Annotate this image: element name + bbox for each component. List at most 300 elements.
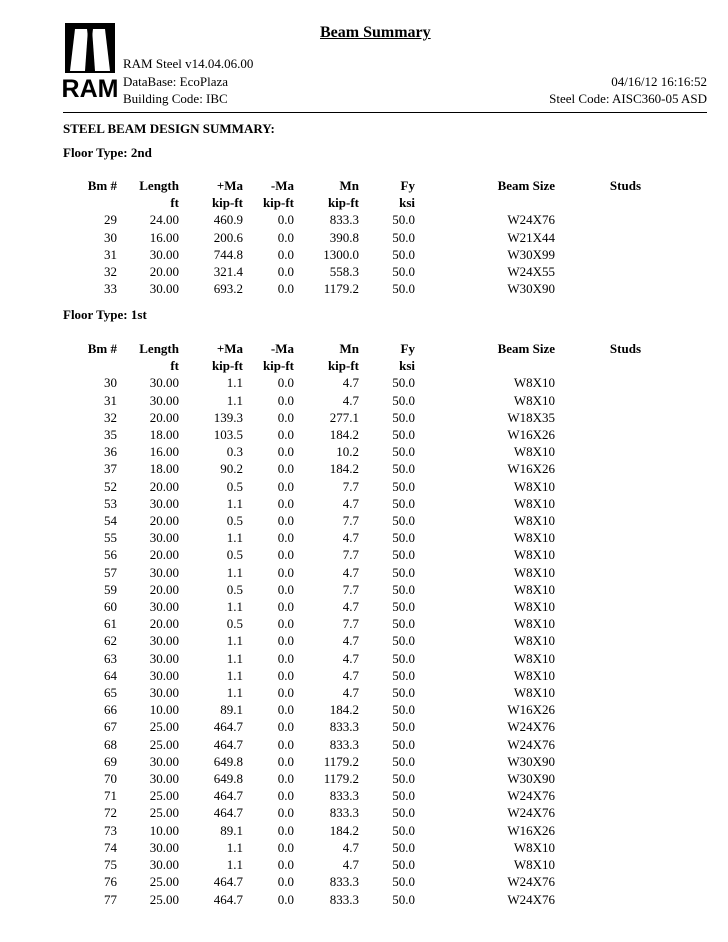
table-row [63,495,641,512]
cell-mn: 7.7 [342,478,359,494]
cell-fy: 50.0 [392,564,415,580]
cell-mn: 4.7 [342,530,359,546]
cell-mn: 390.8 [329,229,359,245]
table-row [63,787,641,804]
table-row [63,392,641,409]
cell-mn: 4.7 [342,633,359,649]
cell-nma: 0.0 [277,581,294,597]
cell-length: 30.00 [149,375,179,391]
cell-pma: 103.5 [213,427,243,443]
table-row [63,409,641,426]
cell-nma: 0.0 [277,667,294,683]
cell-bm: 76 [104,874,117,890]
table-row [63,804,641,821]
cell-pma: 0.5 [226,581,243,597]
cell-length: 18.00 [149,461,179,477]
cell-pma: 0.5 [226,616,243,632]
cell-mn: 833.3 [329,891,359,907]
unit-fy: ksi [399,195,415,211]
cell-size: W8X10 [513,616,555,632]
cell-nma: 0.0 [277,753,294,769]
cell-length: 25.00 [149,805,179,821]
cell-fy: 50.0 [392,392,415,408]
cell-size: W30X90 [507,281,555,297]
cell-length: 25.00 [149,719,179,735]
cell-mn: 4.7 [342,375,359,391]
unit-studs [555,194,641,211]
cell-size: W24X76 [507,212,555,228]
table-row [63,529,641,546]
cell-mn: 833.3 [329,736,359,752]
cell-mn: 7.7 [342,513,359,529]
section-heading: STEEL BEAM DESIGN SUMMARY: [63,121,275,136]
cell-size: W8X10 [513,530,555,546]
cell-size: W24X76 [507,874,555,890]
cell-nma: 0.0 [277,495,294,511]
cell-pma: 1.1 [226,530,243,546]
cell-fy: 50.0 [392,788,415,804]
cell-size: W8X10 [513,667,555,683]
unit-mn: kip-ft [327,195,359,211]
cell-fy: 50.0 [392,650,415,666]
cell-length: 30.00 [149,857,179,873]
column-header-size: Beam Size [497,341,555,356]
cell-size: W8X10 [513,375,555,391]
table-row [63,280,641,297]
column-header-mn: Mn [339,178,359,193]
cell-nma: 0.0 [277,822,294,838]
table-row [63,684,641,701]
cell-bm: 31 [104,392,117,408]
building-code: Building Code: IBC [123,91,228,106]
cell-studs [555,581,641,598]
table-row [63,650,641,667]
cell-fy: 50.0 [392,633,415,649]
cell-fy: 50.0 [392,530,415,546]
cell-studs [555,667,641,684]
cell-pma: 1.1 [226,650,243,666]
cell-size: W8X10 [513,392,555,408]
cell-studs [555,736,641,753]
cell-studs [555,211,641,228]
cell-nma: 0.0 [277,702,294,718]
cell-mn: 4.7 [342,685,359,701]
column-header-studs: Studs [609,178,641,193]
table-row [63,891,641,908]
column-header-bm: Bm # [87,178,117,193]
cell-mn: 1179.2 [323,771,359,787]
cell-studs [555,443,641,460]
cell-bm: 77 [104,891,117,907]
cell-fy: 50.0 [392,444,415,460]
cell-nma: 0.0 [277,478,294,494]
cell-studs [555,753,641,770]
cell-studs [555,873,641,890]
cell-studs [555,598,641,615]
cell-bm: 55 [104,530,117,546]
cell-length: 20.00 [149,547,179,563]
column-header-length: Length [139,178,179,193]
cell-studs [555,787,641,804]
cell-studs [555,426,641,443]
cell-bm: 53 [104,495,117,511]
cell-nma: 0.0 [277,281,294,297]
cell-fy: 50.0 [392,461,415,477]
cell-studs [555,856,641,873]
cell-mn: 4.7 [342,839,359,855]
cell-mn: 1300.0 [323,246,359,262]
cell-nma: 0.0 [277,599,294,615]
cell-bm: 54 [104,513,117,529]
unit-mn: kip-ft [327,358,359,374]
cell-length: 16.00 [149,229,179,245]
cell-size: W30X90 [507,771,555,787]
cell-pma: 89.1 [220,822,243,838]
cell-nma: 0.0 [277,857,294,873]
cell-fy: 50.0 [392,212,415,228]
cell-nma: 0.0 [277,513,294,529]
column-header-nma: -Ma [270,178,294,193]
cell-studs [555,770,641,787]
table-row [63,718,641,735]
cell-size: W30X99 [507,246,555,262]
cell-fy: 50.0 [392,857,415,873]
beam-table [63,177,641,297]
column-header-bm: Bm # [87,341,117,356]
column-header-mn: Mn [339,341,359,356]
cell-studs [555,718,641,735]
cell-pma: 1.1 [226,633,243,649]
cell-fy: 50.0 [392,839,415,855]
cell-bm: 75 [104,857,117,873]
table-row [63,460,641,477]
cell-bm: 59 [104,581,117,597]
beam-table [63,340,641,908]
cell-fy: 50.0 [392,736,415,752]
cell-bm: 62 [104,633,117,649]
cell-mn: 184.2 [329,427,359,443]
cell-fy: 50.0 [392,581,415,597]
cell-size: W24X76 [507,719,555,735]
cell-bm: 63 [104,650,117,666]
cell-fy: 50.0 [392,667,415,683]
cell-bm: 31 [104,246,117,262]
table-units-row [63,357,641,374]
cell-mn: 277.1 [329,409,359,425]
cell-studs [555,684,641,701]
cell-bm: 29 [104,212,117,228]
cell-pma: 0.3 [226,444,243,460]
cell-fy: 50.0 [392,874,415,890]
cell-studs [555,546,641,563]
cell-pma: 649.8 [213,771,243,787]
column-header-pma: +Ma [216,341,243,356]
cell-pma: 1.1 [226,857,243,873]
cell-fy: 50.0 [392,702,415,718]
cell-size: W8X10 [513,599,555,615]
cell-bm: 72 [104,805,117,821]
cell-pma: 693.2 [213,281,243,297]
cell-bm: 37 [104,461,117,477]
cell-nma: 0.0 [277,229,294,245]
cell-size: W24X76 [507,805,555,821]
cell-length: 30.00 [149,564,179,580]
table-row [63,598,641,615]
cell-mn: 1179.2 [323,281,359,297]
cell-fy: 50.0 [392,547,415,563]
cell-bm: 32 [104,409,117,425]
cell-nma: 0.0 [277,264,294,280]
cell-size: W8X10 [513,839,555,855]
table-row [63,443,641,460]
column-header-fy: Fy [400,341,415,356]
cell-pma: 89.1 [220,702,243,718]
cell-bm: 33 [104,281,117,297]
cell-length: 30.00 [149,599,179,615]
cell-length: 30.00 [149,667,179,683]
table-row [63,839,641,856]
cell-studs [555,701,641,718]
cell-fy: 50.0 [392,753,415,769]
cell-pma: 460.9 [213,212,243,228]
cell-studs [555,478,641,495]
cell-length: 20.00 [149,513,179,529]
column-header-nma: -Ma [270,341,294,356]
cell-bm: 52 [104,478,117,494]
cell-nma: 0.0 [277,633,294,649]
cell-pma: 0.5 [226,478,243,494]
cell-nma: 0.0 [277,891,294,907]
header-rule [63,112,707,113]
cell-pma: 1.1 [226,599,243,615]
cell-nma: 0.0 [277,650,294,666]
cell-fy: 50.0 [392,599,415,615]
cell-length: 30.00 [149,246,179,262]
cell-mn: 7.7 [342,581,359,597]
table-row [63,632,641,649]
cell-size: W18X35 [507,409,555,425]
cell-pma: 0.5 [226,547,243,563]
table-row [63,873,641,890]
cell-mn: 7.7 [342,616,359,632]
cell-studs [555,650,641,667]
cell-pma: 464.7 [213,788,243,804]
cell-nma: 0.0 [277,771,294,787]
cell-studs [555,529,641,546]
table-row [63,211,641,228]
cell-fy: 50.0 [392,427,415,443]
cell-size: W16X26 [507,427,555,443]
cell-studs [555,891,641,908]
cell-studs [555,804,641,821]
unit-bm [63,357,117,374]
cell-length: 30.00 [149,281,179,297]
cell-length: 25.00 [149,891,179,907]
cell-nma: 0.0 [277,427,294,443]
cell-studs [555,392,641,409]
unit-nma: kip-ft [262,195,294,211]
table-row [63,753,641,770]
cell-length: 18.00 [149,427,179,443]
cell-fy: 50.0 [392,685,415,701]
cell-studs [555,246,641,263]
table-header-row [63,340,641,357]
cell-fy: 50.0 [392,229,415,245]
cell-mn: 4.7 [342,495,359,511]
column-header-pma: +Ma [216,178,243,193]
cell-mn: 7.7 [342,547,359,563]
cell-length: 25.00 [149,736,179,752]
cell-length: 20.00 [149,581,179,597]
cell-nma: 0.0 [277,530,294,546]
unit-pma: kip-ft [211,195,243,211]
cell-size: W8X10 [513,633,555,649]
cell-nma: 0.0 [277,874,294,890]
cell-bm: 30 [104,375,117,391]
cell-fy: 50.0 [392,719,415,735]
cell-size: W24X76 [507,736,555,752]
cell-studs [555,512,641,529]
cell-mn: 184.2 [329,461,359,477]
cell-mn: 4.7 [342,392,359,408]
cell-size: W8X10 [513,650,555,666]
cell-fy: 50.0 [392,478,415,494]
cell-pma: 1.1 [226,375,243,391]
cell-pma: 1.1 [226,392,243,408]
cell-bm: 36 [104,444,117,460]
cell-bm: 70 [104,771,117,787]
cell-size: W16X26 [507,702,555,718]
unit-pma: kip-ft [211,358,243,374]
cell-mn: 833.3 [329,212,359,228]
cell-mn: 833.3 [329,788,359,804]
table-header-row [63,177,641,194]
floor-label: Floor Type: 2nd [63,145,152,160]
program-version: RAM Steel v14.04.06.00 [123,56,254,71]
cell-length: 30.00 [149,530,179,546]
table-row [63,581,641,598]
cell-pma: 1.1 [226,495,243,511]
table-row [63,426,641,443]
cell-studs [555,495,641,512]
cell-fy: 50.0 [392,495,415,511]
steel-code: Steel Code: AISC360-05 ASD [549,91,707,106]
cell-fy: 50.0 [392,409,415,425]
cell-studs [555,229,641,246]
cell-size: W21X44 [507,229,555,245]
cell-size: W8X10 [513,547,555,563]
cell-bm: 61 [104,616,117,632]
column-header-fy: Fy [400,178,415,193]
cell-fy: 50.0 [392,891,415,907]
logo-text: RAM [61,75,119,103]
cell-length: 30.00 [149,771,179,787]
cell-pma: 200.6 [213,229,243,245]
table-row [63,229,641,246]
cell-studs [555,263,641,280]
cell-nma: 0.0 [277,444,294,460]
cell-bm: 32 [104,264,117,280]
cell-length: 30.00 [149,753,179,769]
cell-bm: 67 [104,719,117,735]
cell-bm: 68 [104,736,117,752]
cell-fy: 50.0 [392,771,415,787]
cell-length: 30.00 [149,839,179,855]
table-row [63,667,641,684]
cell-pma: 464.7 [213,805,243,821]
cell-pma: 90.2 [220,461,243,477]
cell-nma: 0.0 [277,564,294,580]
cell-size: W8X10 [513,564,555,580]
cell-bm: 66 [104,702,117,718]
cell-nma: 0.0 [277,719,294,735]
cell-fy: 50.0 [392,805,415,821]
cell-mn: 4.7 [342,667,359,683]
cell-fy: 50.0 [392,264,415,280]
table-row [63,615,641,632]
table-row [63,246,641,263]
cell-length: 24.00 [149,212,179,228]
cell-studs [555,409,641,426]
cell-size: W8X10 [513,581,555,597]
table-row [63,770,641,787]
cell-bm: 35 [104,427,117,443]
cell-nma: 0.0 [277,246,294,262]
cell-nma: 0.0 [277,805,294,821]
cell-studs [555,822,641,839]
table-units-row [63,194,641,211]
column-header-studs: Studs [609,341,641,356]
cell-nma: 0.0 [277,839,294,855]
cell-length: 20.00 [149,478,179,494]
cell-mn: 184.2 [329,822,359,838]
ram-logo [61,23,119,103]
unit-fy: ksi [399,358,415,374]
cell-length: 25.00 [149,788,179,804]
table-row [63,263,641,280]
cell-pma: 0.5 [226,513,243,529]
cell-pma: 1.1 [226,667,243,683]
table-row [63,736,641,753]
cell-bm: 65 [104,685,117,701]
cell-mn: 4.7 [342,599,359,615]
cell-fy: 50.0 [392,513,415,529]
column-header-size: Beam Size [497,178,555,193]
cell-mn: 4.7 [342,564,359,580]
column-header-length: Length [139,341,179,356]
cell-pma: 464.7 [213,891,243,907]
cell-nma: 0.0 [277,616,294,632]
cell-mn: 10.2 [336,444,359,460]
cell-nma: 0.0 [277,736,294,752]
cell-bm: 73 [104,822,117,838]
cell-nma: 0.0 [277,461,294,477]
cell-length: 30.00 [149,392,179,408]
unit-length: ft [170,195,179,211]
cell-bm: 74 [104,839,117,855]
table-row [63,701,641,718]
table-row [63,374,641,391]
cell-studs [555,839,641,856]
cell-fy: 50.0 [392,375,415,391]
cell-length: 20.00 [149,616,179,632]
table-row [63,512,641,529]
cell-nma: 0.0 [277,392,294,408]
cell-size: W24X55 [507,264,555,280]
floor-label: Floor Type: 1st [63,307,147,322]
cell-pma: 1.1 [226,839,243,855]
cell-length: 20.00 [149,409,179,425]
